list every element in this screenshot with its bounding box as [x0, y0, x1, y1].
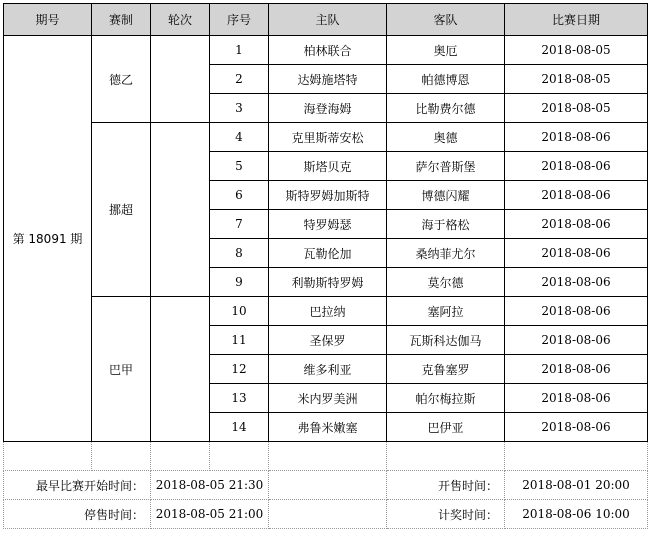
match-date-cell: 2018-08-06 — [505, 123, 648, 152]
round-cell — [151, 123, 210, 297]
spacer-cell — [92, 442, 151, 471]
home-team-cell: 巴拉纳 — [269, 297, 387, 326]
home-team-cell: 圣保罗 — [269, 326, 387, 355]
match-date-cell: 2018-08-06 — [505, 152, 648, 181]
away-team-cell: 奥德 — [387, 123, 505, 152]
spacer-cell — [269, 442, 387, 471]
period-cell: 第 18091 期 — [4, 36, 92, 442]
away-team-cell: 博德闪耀 — [387, 181, 505, 210]
earliest-start-value: 2018-08-05 21:30 — [151, 471, 269, 500]
home-team-cell: 柏林联合 — [269, 36, 387, 65]
match-row — [4, 36, 648, 65]
header-period: 期号 — [4, 4, 92, 36]
footer-empty — [269, 471, 387, 500]
sale-open-label: 开售时间： — [387, 471, 505, 500]
away-team-cell: 奥厄 — [387, 36, 505, 65]
seq-cell: 14 — [210, 413, 269, 442]
away-team-cell: 塞阿拉 — [387, 297, 505, 326]
prize-calc-label: 计奖时间： — [387, 500, 505, 529]
league-cell: 挪超 — [92, 123, 151, 297]
league-cell: 德乙 — [92, 36, 151, 123]
match-date-cell: 2018-08-06 — [505, 268, 648, 297]
sale-open-value: 2018-08-01 20:00 — [505, 471, 648, 500]
sale-stop-value: 2018-08-05 21:00 — [151, 500, 269, 529]
seq-cell: 3 — [210, 94, 269, 123]
away-team-cell: 莫尔德 — [387, 268, 505, 297]
home-team-cell: 克里斯蒂安松 — [269, 123, 387, 152]
away-team-cell: 帕德博恩 — [387, 65, 505, 94]
match-row — [4, 297, 648, 326]
match-date-cell: 2018-08-06 — [505, 326, 648, 355]
home-team-cell: 斯特罗姆加斯特 — [269, 181, 387, 210]
spacer-cell — [4, 442, 92, 471]
header-home: 主队 — [269, 4, 387, 36]
header-seq: 序号 — [210, 4, 269, 36]
match-schedule-table — [3, 3, 648, 529]
footer-row-2 — [4, 500, 648, 529]
away-team-cell: 比勒费尔德 — [387, 94, 505, 123]
match-date-cell: 2018-08-06 — [505, 384, 648, 413]
home-team-cell: 海登海姆 — [269, 94, 387, 123]
seq-cell: 9 — [210, 268, 269, 297]
match-row — [4, 123, 648, 152]
spacer-row — [4, 442, 648, 471]
home-team-cell: 利勒斯特罗姆 — [269, 268, 387, 297]
seq-cell: 12 — [210, 355, 269, 384]
away-team-cell: 瓦斯科达伽马 — [387, 326, 505, 355]
match-date-cell: 2018-08-05 — [505, 36, 648, 65]
header-format: 赛制 — [92, 4, 151, 36]
away-team-cell: 巴伊亚 — [387, 413, 505, 442]
seq-cell: 5 — [210, 152, 269, 181]
header-round: 轮次 — [151, 4, 210, 36]
seq-cell: 10 — [210, 297, 269, 326]
match-date-cell: 2018-08-06 — [505, 210, 648, 239]
seq-cell: 2 — [210, 65, 269, 94]
away-team-cell: 克鲁塞罗 — [387, 355, 505, 384]
round-cell — [151, 36, 210, 123]
seq-cell: 7 — [210, 210, 269, 239]
prize-calc-value: 2018-08-06 10:00 — [505, 500, 648, 529]
seq-cell: 4 — [210, 123, 269, 152]
seq-cell: 6 — [210, 181, 269, 210]
home-team-cell: 特罗姆瑟 — [269, 210, 387, 239]
away-team-cell: 萨尔普斯堡 — [387, 152, 505, 181]
home-team-cell: 维多利亚 — [269, 355, 387, 384]
seq-cell: 13 — [210, 384, 269, 413]
spacer-cell — [387, 442, 505, 471]
home-team-cell: 达姆施塔特 — [269, 65, 387, 94]
match-body — [4, 36, 648, 442]
match-date-cell: 2018-08-05 — [505, 94, 648, 123]
sale-stop-label: 停售时间： — [4, 500, 151, 529]
footer-empty — [269, 500, 387, 529]
home-team-cell: 瓦勒伦加 — [269, 239, 387, 268]
league-cell: 巴甲 — [92, 297, 151, 442]
earliest-start-label: 最早比赛开始时间： — [4, 471, 151, 500]
header-row — [4, 4, 648, 36]
home-team-cell: 弗鲁米嫩塞 — [269, 413, 387, 442]
seq-cell: 8 — [210, 239, 269, 268]
match-date-cell: 2018-08-06 — [505, 181, 648, 210]
header-date: 比赛日期 — [505, 4, 648, 36]
match-date-cell: 2018-08-05 — [505, 65, 648, 94]
seq-cell: 1 — [210, 36, 269, 65]
away-team-cell: 海于格松 — [387, 210, 505, 239]
spacer-cell — [505, 442, 648, 471]
footer-row-1 — [4, 471, 648, 500]
header-away: 客队 — [387, 4, 505, 36]
home-team-cell: 米内罗美洲 — [269, 384, 387, 413]
round-cell — [151, 297, 210, 442]
spacer-cell — [151, 442, 210, 471]
home-team-cell: 斯塔贝克 — [269, 152, 387, 181]
match-date-cell: 2018-08-06 — [505, 413, 648, 442]
spacer-cell — [210, 442, 269, 471]
lottery-schedule-sheet — [3, 3, 647, 533]
match-date-cell: 2018-08-06 — [505, 297, 648, 326]
match-date-cell: 2018-08-06 — [505, 355, 648, 384]
away-team-cell: 桑纳菲尤尔 — [387, 239, 505, 268]
match-date-cell: 2018-08-06 — [505, 239, 648, 268]
seq-cell: 11 — [210, 326, 269, 355]
away-team-cell: 帕尔梅拉斯 — [387, 384, 505, 413]
